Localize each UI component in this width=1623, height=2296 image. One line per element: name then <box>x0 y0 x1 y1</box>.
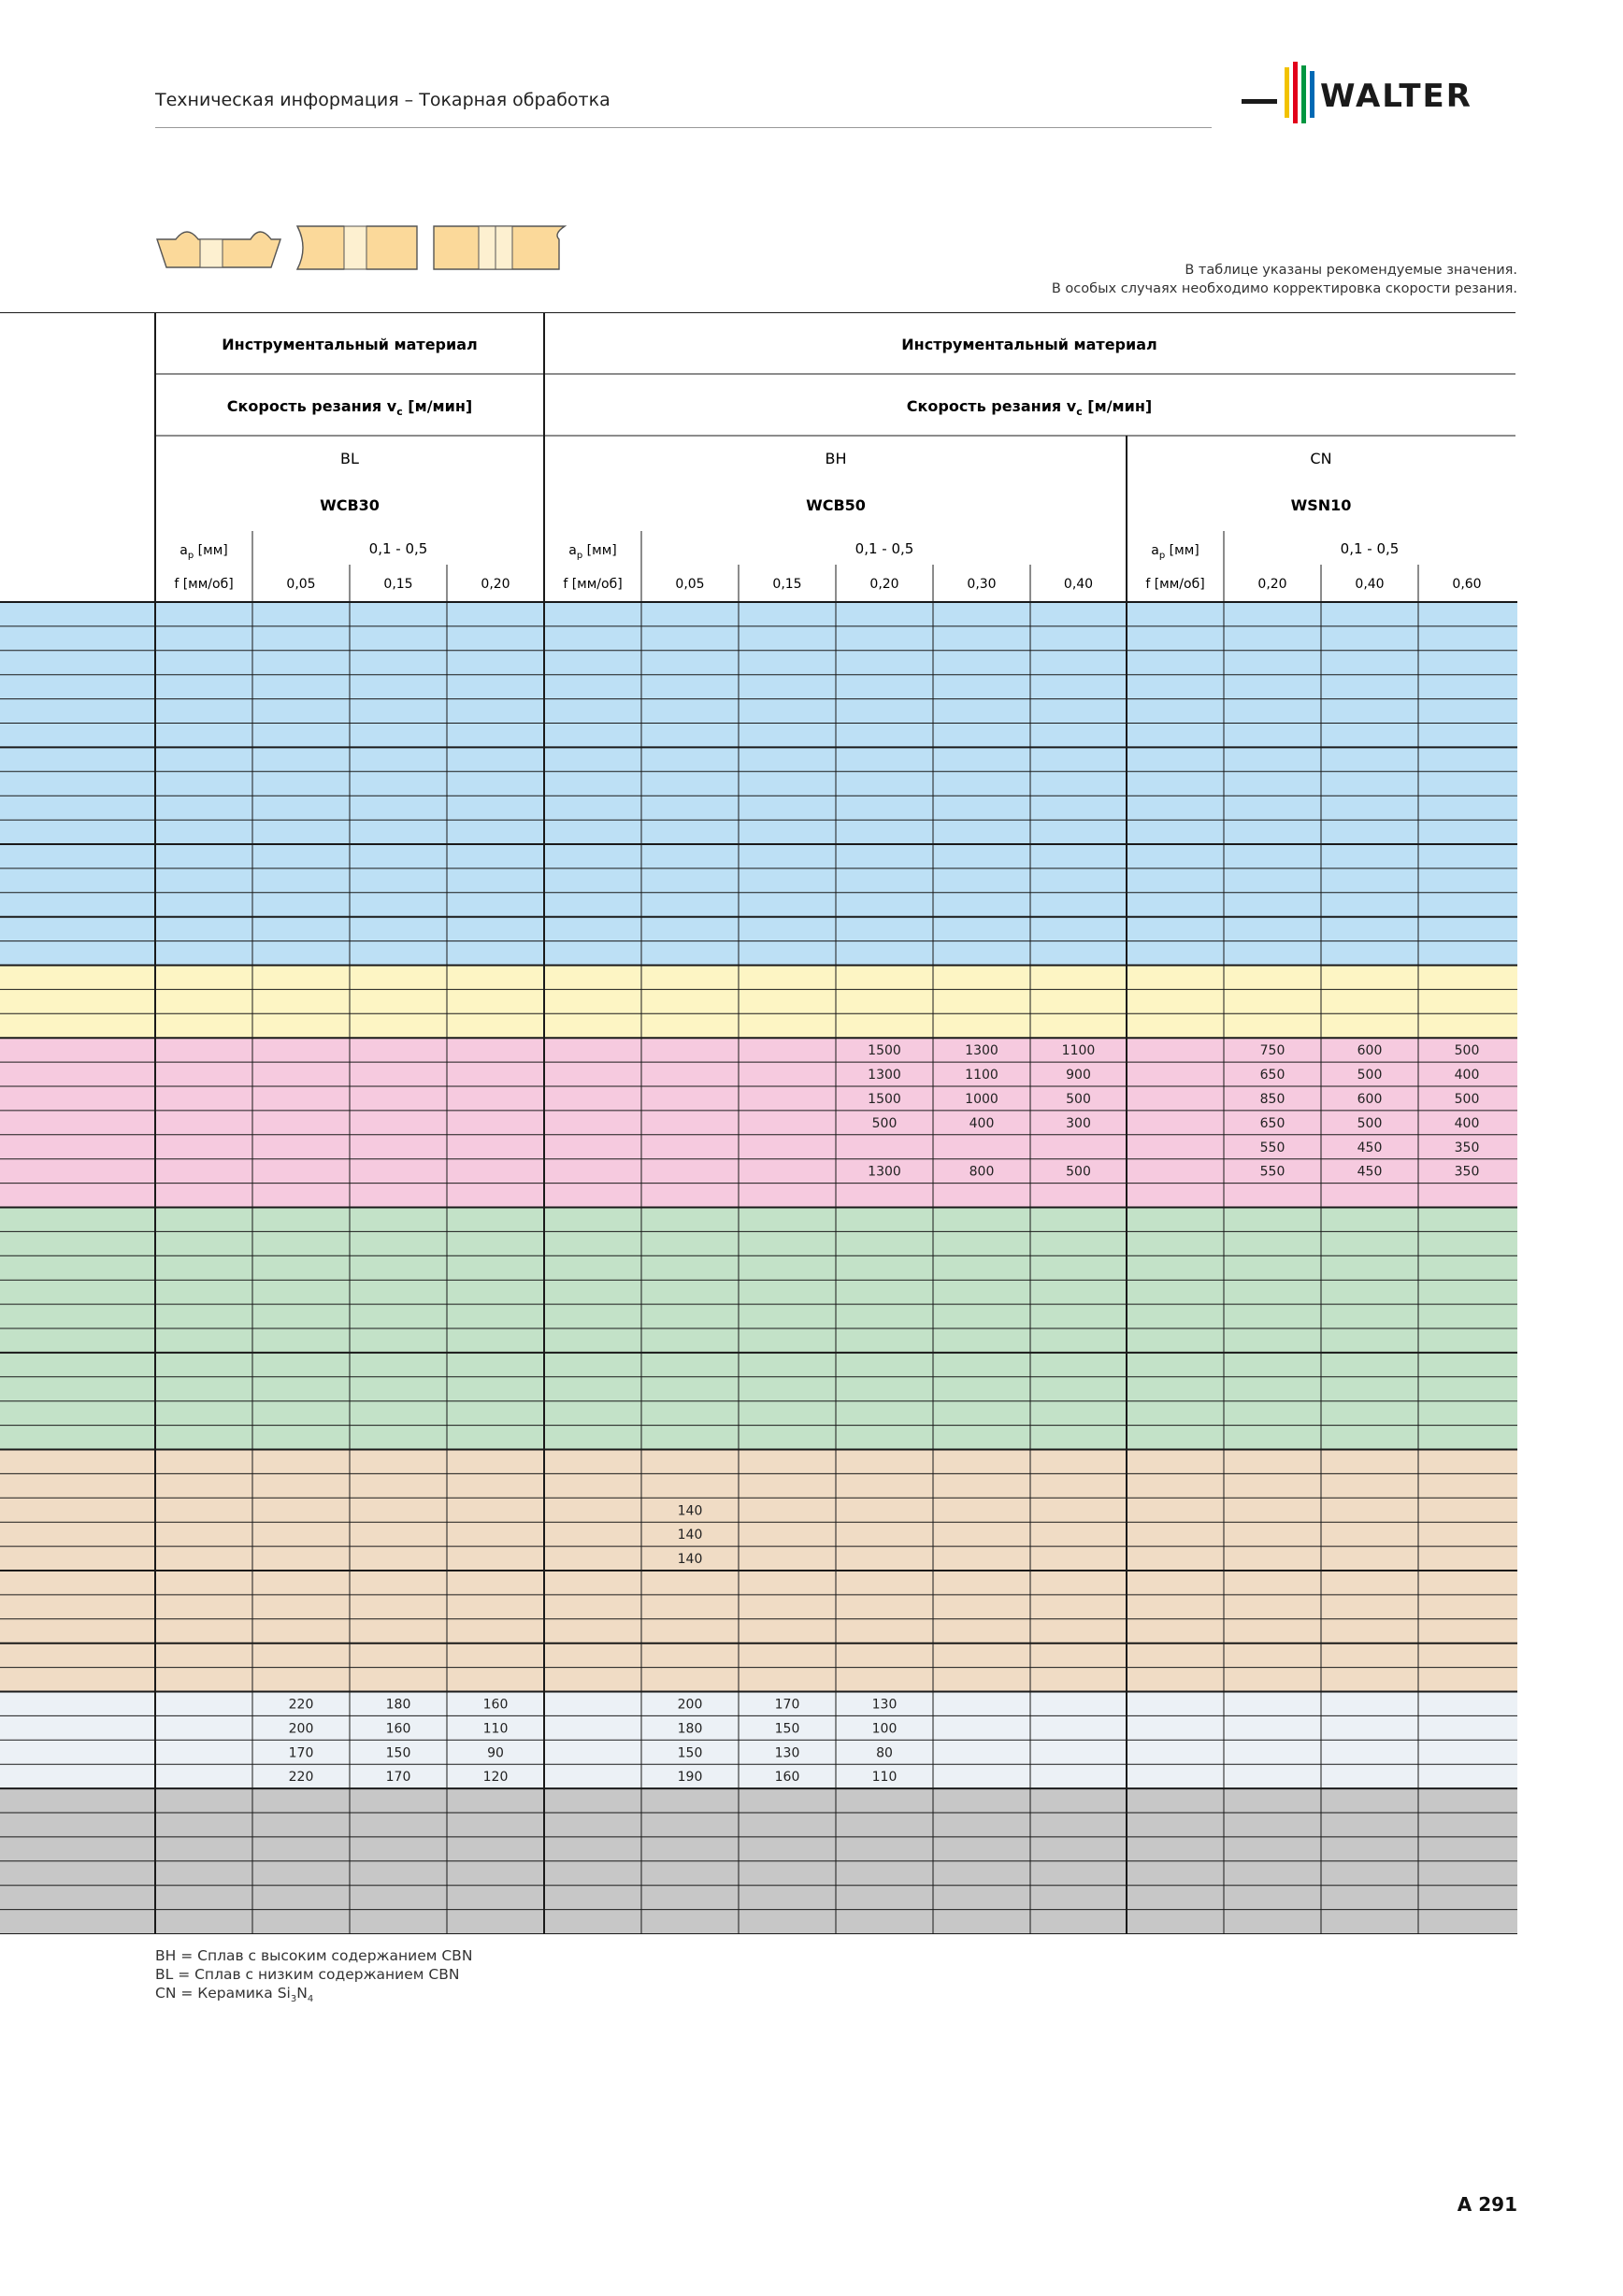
page-header-title: Техническая информация – Токарная обработка <box>155 90 610 110</box>
table-cell: 130 <box>871 1697 898 1713</box>
table-cell: 1300 <box>965 1043 998 1059</box>
right-speed-label: Скорость резания $v_c$ [м/мин] <box>906 397 1153 418</box>
ap-range-bl: 0,1 - 0,5 <box>368 540 428 557</box>
section-band <box>0 1038 1517 1207</box>
feed-value: 0,20 <box>1257 577 1287 592</box>
table-cell: 180 <box>385 1697 411 1713</box>
feed-value: 0,20 <box>869 577 899 592</box>
table-cell: 750 <box>1259 1043 1285 1059</box>
left-speed-label: Скорость резания $v_c$ [м/мин] <box>226 397 473 418</box>
table-cell: 170 <box>774 1697 800 1713</box>
grade-wcb30: WCB30 <box>320 496 380 514</box>
table-cell: 80 <box>876 1745 893 1761</box>
section-band <box>0 966 1517 1039</box>
f-label-cn: f [мм/об] <box>1145 577 1205 592</box>
insert-shape-1 <box>157 232 280 267</box>
table-cell: 170 <box>288 1745 314 1761</box>
ap-range-bh: 0,1 - 0,5 <box>855 540 914 557</box>
table-cell: 650 <box>1259 1115 1285 1131</box>
feed-value: 0,15 <box>772 577 802 592</box>
table-cell: 200 <box>677 1697 703 1713</box>
walter-logo <box>1242 62 1517 133</box>
table-cell: 400 <box>1454 1115 1480 1131</box>
table-cell: 180 <box>677 1721 703 1737</box>
section-band <box>0 602 1517 966</box>
table-cell: 1100 <box>965 1068 998 1083</box>
grade-class-cn: CN <box>1310 450 1332 467</box>
table-cell: 160 <box>482 1697 509 1713</box>
table-cell: 220 <box>288 1697 314 1713</box>
table-cell: 350 <box>1454 1164 1480 1180</box>
table-cell: 130 <box>774 1745 800 1761</box>
insert-shape-3 <box>434 226 565 269</box>
svg-text:WALTER: WALTER <box>1320 78 1472 115</box>
table-cell: 220 <box>288 1770 314 1786</box>
table-cell: 190 <box>677 1770 703 1786</box>
grade-class-bh: BH <box>825 450 847 467</box>
grade-class-bl: BL <box>340 450 359 467</box>
table-cell: 100 <box>871 1721 898 1737</box>
table-cell: 1300 <box>868 1164 901 1180</box>
legend-bh: BH = Сплав с высоким содержанием CBN <box>155 1947 473 1964</box>
table-cell: 160 <box>385 1721 411 1737</box>
table-cell: 450 <box>1357 1164 1383 1180</box>
table-cell: 110 <box>482 1721 509 1737</box>
table-cell: 600 <box>1357 1091 1383 1107</box>
table-cell: 150 <box>677 1745 703 1761</box>
table-cell: 550 <box>1259 1164 1285 1180</box>
legend-cn: CN = Керамика $Si_3N_4$ <box>155 1985 314 2005</box>
table-cell: 90 <box>487 1745 504 1761</box>
feed-value: 0,30 <box>967 577 997 592</box>
table-cell: 300 <box>1066 1115 1091 1131</box>
feed-value: 0,05 <box>675 577 705 592</box>
table-cell: 500 <box>1357 1068 1383 1083</box>
table-cell: 500 <box>871 1115 898 1131</box>
feed-value: 0,60 <box>1452 577 1482 592</box>
table-cell: 170 <box>385 1770 411 1786</box>
table-cell: 150 <box>385 1745 411 1761</box>
note-line-2: В особых случаях необходимо корректировка скорости резания. <box>1051 281 1517 296</box>
cutting-speed-table <box>0 312 1517 1937</box>
logo-wordmark <box>1320 78 1472 115</box>
table-cell: 600 <box>1357 1043 1383 1059</box>
table-cell: 1500 <box>868 1091 901 1107</box>
table-cell: 500 <box>1454 1091 1480 1107</box>
table-cell: 140 <box>677 1503 703 1519</box>
table-cell: 150 <box>774 1721 800 1737</box>
ap-label-cn: $a_p$ [мм] <box>1151 543 1199 561</box>
insert-shape-2 <box>297 226 417 269</box>
feed-value: 0,40 <box>1063 577 1094 592</box>
table-cell: 160 <box>774 1770 800 1786</box>
right-material-label: Инструментальный материал <box>901 336 1157 353</box>
feed-value: 0,15 <box>383 577 413 592</box>
table-cell: 120 <box>482 1770 509 1786</box>
table-cell: 500 <box>1066 1091 1091 1107</box>
legend <box>155 1946 472 2009</box>
feed-headers <box>286 577 1481 592</box>
table-cell: 1300 <box>868 1068 901 1083</box>
header-rule <box>155 127 1212 128</box>
legend-bl: BL = Сплав с низким содержанием CBN <box>155 1966 460 1983</box>
table-cell: 500 <box>1066 1164 1091 1180</box>
feed-value: 0,05 <box>286 577 316 592</box>
table-cell: 500 <box>1454 1043 1480 1059</box>
grade-wcb50: WCB50 <box>806 496 866 514</box>
note-line-1: В таблице указаны рекомендуемые значения. <box>1185 263 1517 278</box>
ap-label-bh: $a_p$ [мм] <box>568 543 617 561</box>
table-cell: 400 <box>969 1115 995 1131</box>
table-cell: 850 <box>1259 1091 1285 1107</box>
feed-value: 0,20 <box>481 577 510 592</box>
table-cell: 140 <box>677 1528 703 1543</box>
table-cell: 450 <box>1357 1140 1383 1155</box>
grade-wsn10: WSN10 <box>1290 496 1352 514</box>
insert-shapes-illustration <box>155 221 567 273</box>
table-cell: 500 <box>1357 1115 1383 1131</box>
table-cell: 200 <box>288 1721 314 1737</box>
feed-value: 0,40 <box>1355 577 1385 592</box>
table-cell: 1000 <box>965 1091 998 1107</box>
page-number: A 291 <box>1457 2193 1517 2216</box>
table-cell: 400 <box>1454 1068 1480 1083</box>
left-material-label: Инструментальный материал <box>222 336 478 353</box>
ap-range-cn: 0,1 - 0,5 <box>1340 540 1400 557</box>
table-cell: 350 <box>1454 1140 1480 1155</box>
table-cell: 1100 <box>1061 1043 1096 1059</box>
ap-label-bl: $a_p$ [мм] <box>180 543 228 561</box>
table-background-rows <box>0 602 1517 1934</box>
f-label-bl: f [мм/об] <box>174 577 234 592</box>
table-cell: 140 <box>677 1552 703 1568</box>
table-cell: 900 <box>1066 1068 1091 1083</box>
table-cell: 110 <box>871 1770 898 1786</box>
f-label-bh: f [мм/об] <box>563 577 623 592</box>
table-cell: 550 <box>1259 1140 1285 1155</box>
table-cell: 800 <box>969 1164 995 1180</box>
recommendation-note <box>1052 261 1517 298</box>
table-cell: 1500 <box>868 1043 901 1059</box>
table-cell: 650 <box>1259 1068 1285 1083</box>
